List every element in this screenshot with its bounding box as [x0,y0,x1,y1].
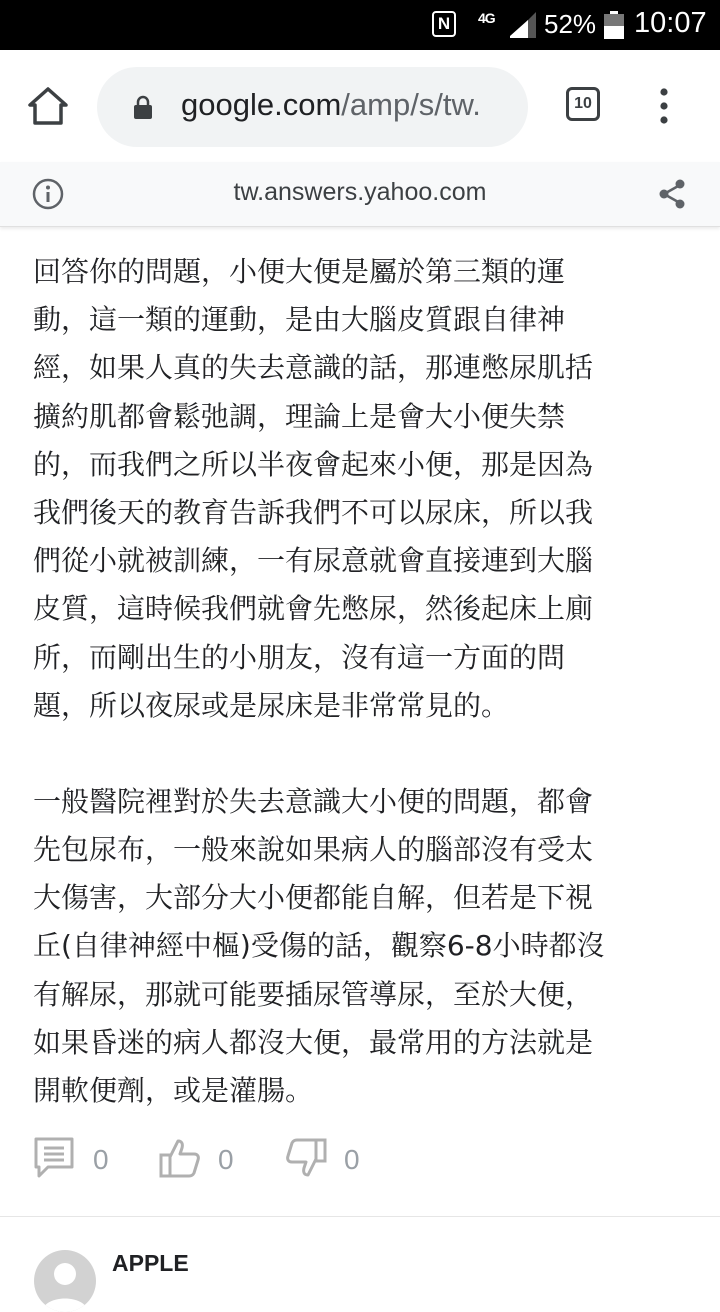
clock: 10:07 [634,7,707,39]
thumbs-up-icon [158,1136,202,1180]
answer-line: 題，所以夜尿或是尿床是非常常見的。 [33,688,510,722]
share-icon[interactable] [656,178,688,210]
comment-icon [33,1136,75,1180]
answer-line: 大傷害，大部分大小便都能自解，但若是下視 [33,881,594,915]
answer-line: 丘(自律神經中樞)受傷的話，觀察6-8小時都沒 [33,929,605,963]
like-count: 0 [218,1144,234,1175]
like-button[interactable] [158,1136,248,1184]
address-bar[interactable] [97,67,528,147]
answer-line: 有解尿，那就可能要插尿管導尿，至於大便， [33,977,594,1011]
answer-paragraph-2 [33,778,693,1115]
answer-paragraph-1 [33,248,693,730]
answer-body [33,248,693,1115]
network-type: 4G [478,10,495,26]
divider [0,1216,720,1217]
answer-line: 如果昏迷的病人都沒大便，最常用的方法就是 [33,1025,594,1059]
tab-switcher-icon[interactable]: 10 [566,87,600,121]
user-avatar-icon [34,1250,96,1312]
answer-line: 動，這一類的運動，是由大腦皮質跟自律神 [33,303,566,337]
battery-percent: 52% [544,9,597,39]
url-text [181,87,481,123]
answer-line: 所，而剛出生的小朋友，沒有這一方面的問 [33,640,566,674]
answer-line: 開軟便劑，或是灌腸。 [33,1074,314,1107]
amp-domain[interactable]: tw.answers.yahoo.com [233,178,487,206]
url-path: /amp/s/tw. [341,87,481,122]
answer-line: 皮質，這時候我們就會先憋尿，然後起床上廁 [33,592,594,626]
home-icon[interactable] [26,86,70,126]
avatar[interactable] [34,1250,96,1312]
status-bar [0,0,720,50]
url-domain: google.com [181,87,342,122]
thumbs-down-icon [284,1136,328,1180]
comment-button[interactable] [33,1136,123,1184]
answer-line: 經，如果人真的失去意識的話，那連憋尿肌括 [33,351,594,385]
answer-actions [0,1132,720,1188]
answer-line: 一般醫院裡對於失去意識大小便的問題，都會 [33,784,594,818]
answer-line: 回答你的問題，小便大便是屬於第三類的運 [33,255,566,288]
answer-line: 先包尿布，一般來說如果病人的腦部沒有受太 [33,833,594,867]
answer-line: 們從小就被訓練，一有尿意就會直接連到大腦 [33,544,594,578]
answer-line: 擴約肌都會鬆弛調，理論上是會大小便失禁 [33,399,566,433]
nfc-icon: N [432,11,456,37]
battery-icon [604,11,624,39]
comment-count: 0 [93,1144,109,1175]
paragraph-gap [33,730,693,778]
answer-username[interactable]: APPLE [112,1250,189,1276]
dislike-button[interactable] [284,1136,374,1184]
browser-toolbar [0,50,720,162]
amp-header [0,162,720,227]
lock-icon [133,95,153,119]
answer-line: 我們後天的教育告訴我們不可以尿床，所以我 [33,495,594,529]
overflow-menu-icon[interactable] [652,86,676,126]
signal-icon [508,12,536,38]
dislike-count: 0 [344,1144,360,1175]
answer-line: 的，而我們之所以半夜會起來小便，那是因為 [33,447,594,481]
